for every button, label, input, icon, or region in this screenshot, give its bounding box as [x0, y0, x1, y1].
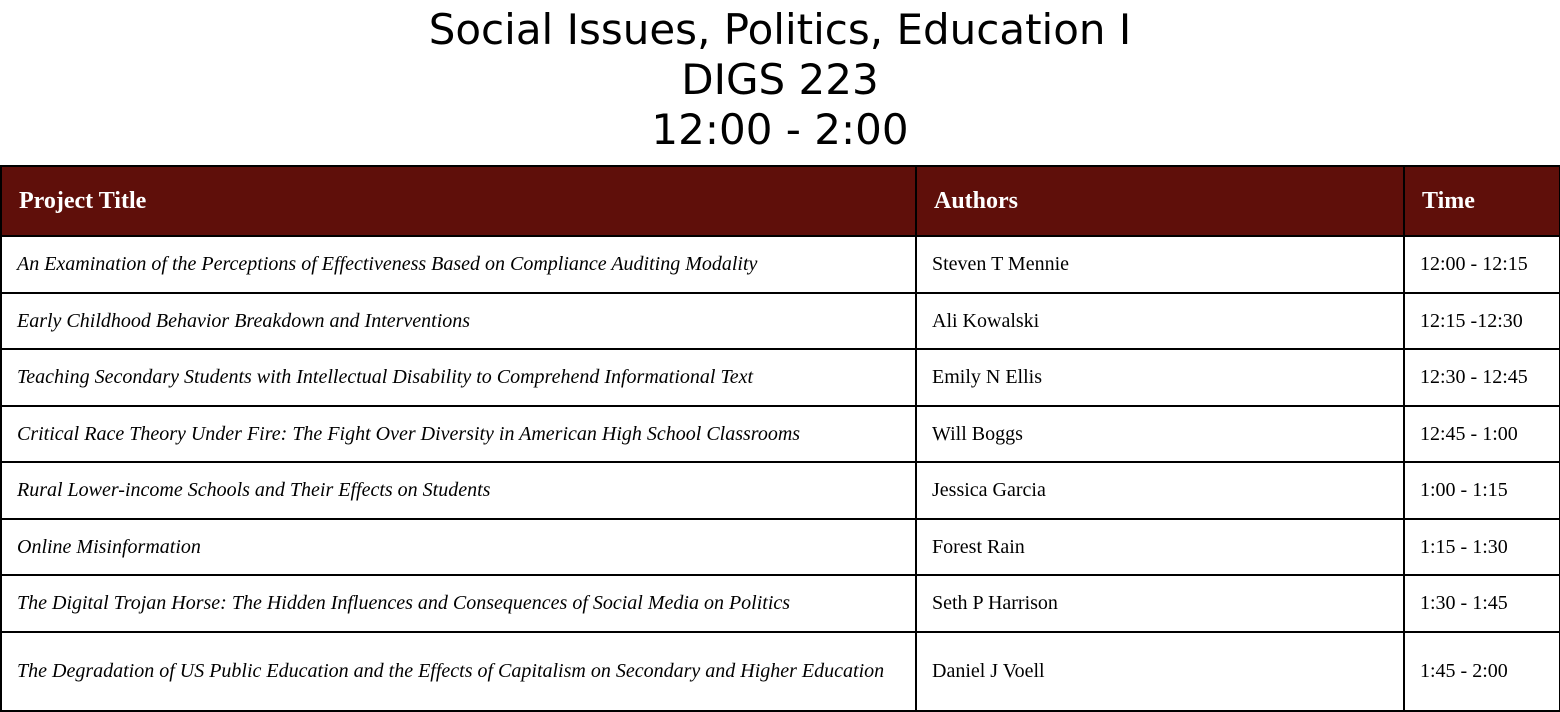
project-title-cell: Early Childhood Behavior Breakdown and Interventions [1, 293, 916, 350]
project-title-cell: Critical Race Theory Under Fire: The Fight Over Diversity in American High School Classrooms [1, 406, 916, 463]
table-row [1, 293, 1560, 350]
table-row [1, 236, 1560, 293]
table-row [1, 519, 1560, 576]
time-cell: 1:15 - 1:30 [1404, 519, 1560, 576]
time-cell: 12:30 - 12:45 [1404, 349, 1560, 406]
project-title-cell: Online Misinformation [1, 519, 916, 576]
authors-cell: Forest Rain [916, 519, 1404, 576]
authors-cell: Emily N Ellis [916, 349, 1404, 406]
authors-cell: Will Boggs [916, 406, 1404, 463]
time-cell: 1:45 - 2:00 [1404, 632, 1560, 711]
project-title-cell: An Examination of the Perceptions of Effectiveness Based on Compliance Auditing Modality [1, 236, 916, 293]
authors-cell: Daniel J Voell [916, 632, 1404, 711]
time-cell: 1:30 - 1:45 [1404, 575, 1560, 632]
project-title-cell: The Degradation of US Public Education and the Effects of Capitalism on Secondary and Higher Education [1, 632, 916, 711]
session-header [0, 0, 1560, 166]
header-project-title: Project Title [1, 166, 916, 236]
session-time-range: 12:00 - 2:00 [651, 105, 909, 154]
table-row [1, 349, 1560, 406]
project-title-cell: Rural Lower-income Schools and Their Effects on Students [1, 462, 916, 519]
schedule-table [0, 165, 1560, 712]
header-time: Time [1404, 166, 1560, 236]
authors-cell: Ali Kowalski [916, 293, 1404, 350]
time-cell: 12:45 - 1:00 [1404, 406, 1560, 463]
authors-cell: Jessica Garcia [916, 462, 1404, 519]
session-room: DIGS 223 [681, 55, 879, 104]
authors-cell: Steven T Mennie [916, 236, 1404, 293]
session-title: Social Issues, Politics, Education I [428, 5, 1132, 54]
project-title-cell: The Digital Trojan Horse: The Hidden Influences and Consequences of Social Media on Politics [1, 575, 916, 632]
time-cell: 12:15 -12:30 [1404, 293, 1560, 350]
project-title-cell: Teaching Secondary Students with Intellectual Disability to Comprehend Informational Text [1, 349, 916, 406]
table-row [1, 575, 1560, 632]
time-cell: 12:00 - 12:15 [1404, 236, 1560, 293]
table-row [1, 462, 1560, 519]
table-header-row [1, 166, 1560, 236]
table-row [1, 406, 1560, 463]
time-cell: 1:00 - 1:15 [1404, 462, 1560, 519]
table-row [1, 632, 1560, 711]
authors-cell: Seth P Harrison [916, 575, 1404, 632]
header-authors: Authors [916, 166, 1404, 236]
